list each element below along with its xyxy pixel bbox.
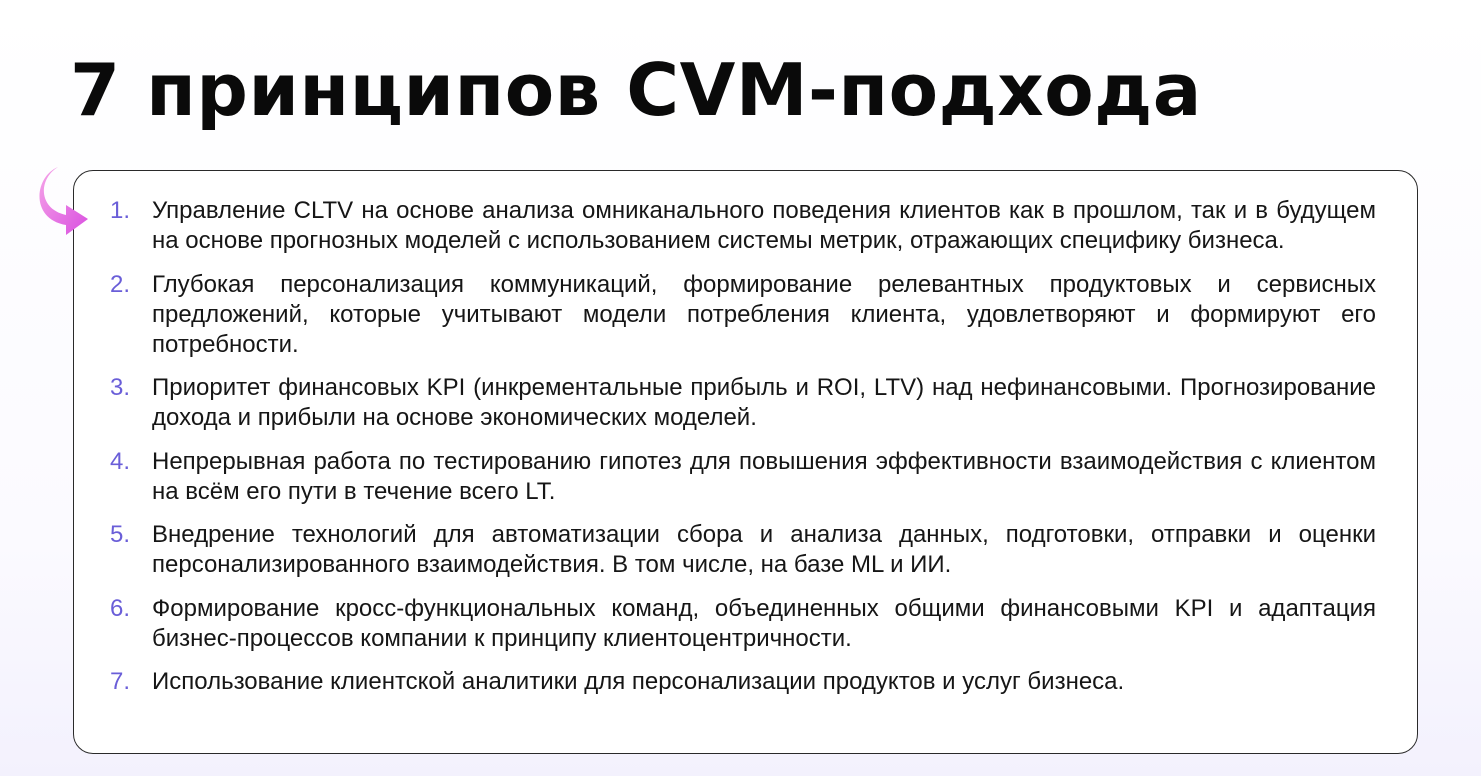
slide-title: 7 принципов CVM-подхода (70, 48, 1202, 132)
principle-text: Управление CLTV на основе анализа омниканального поведения клиентов как в прошлом, так и в будущем на основе прогнозных моделей с использованием системы метрик, отражающих специфику бизнеса. (152, 197, 1376, 254)
principle-number: 7. (110, 668, 131, 695)
principle-item (110, 447, 1376, 507)
principle-number: 2. (110, 270, 131, 298)
principle-text: Непрерывная работа по тестированию гипотез для повышения эффективности взаимодействия с клиентом на всём его пути в течение всего LT. (152, 447, 1376, 505)
principle-number: 1. (110, 197, 131, 224)
principle-number: 5. (110, 521, 131, 548)
principle-text: Приоритет финансовых KPI (инкрементальные прибыль и ROI, LTV) над нефинансовыми. Прогнозирование дохода и прибыли на основе экономических моделей. (152, 374, 1376, 431)
principle-item (110, 196, 1376, 256)
principle-item (110, 373, 1376, 433)
curved-arrow-icon (36, 163, 94, 241)
principle-item (110, 520, 1376, 580)
principle-item (110, 667, 1376, 697)
principle-number: 4. (110, 447, 131, 475)
principle-text: Внедрение технологий для автоматизации сбора и анализа данных, подготовки, отправки и оценки персонализированного взаимодействия. В том числе, на базе ML и ИИ. (152, 521, 1376, 578)
principle-text: Формирование кросс-функциональных команд, объединенных общими финансовыми KPI и адаптация бизнес-процессов компании к принципу клиентоцентричности. (152, 594, 1376, 652)
principles-list (110, 196, 1376, 711)
principle-item (110, 594, 1376, 654)
principle-number: 3. (110, 374, 131, 401)
principle-item (110, 270, 1376, 360)
principle-text: Использование клиентской аналитики для персонализации продуктов и услуг бизнеса. (152, 668, 1125, 695)
principle-text: Глубокая персонализация коммуникаций, формирование релевантных продуктовых и сервисных предложений, которые учитывают модели потребления клиента, удовлетворяют и формируют его потребности. (152, 270, 1376, 358)
principle-number: 6. (110, 594, 131, 622)
